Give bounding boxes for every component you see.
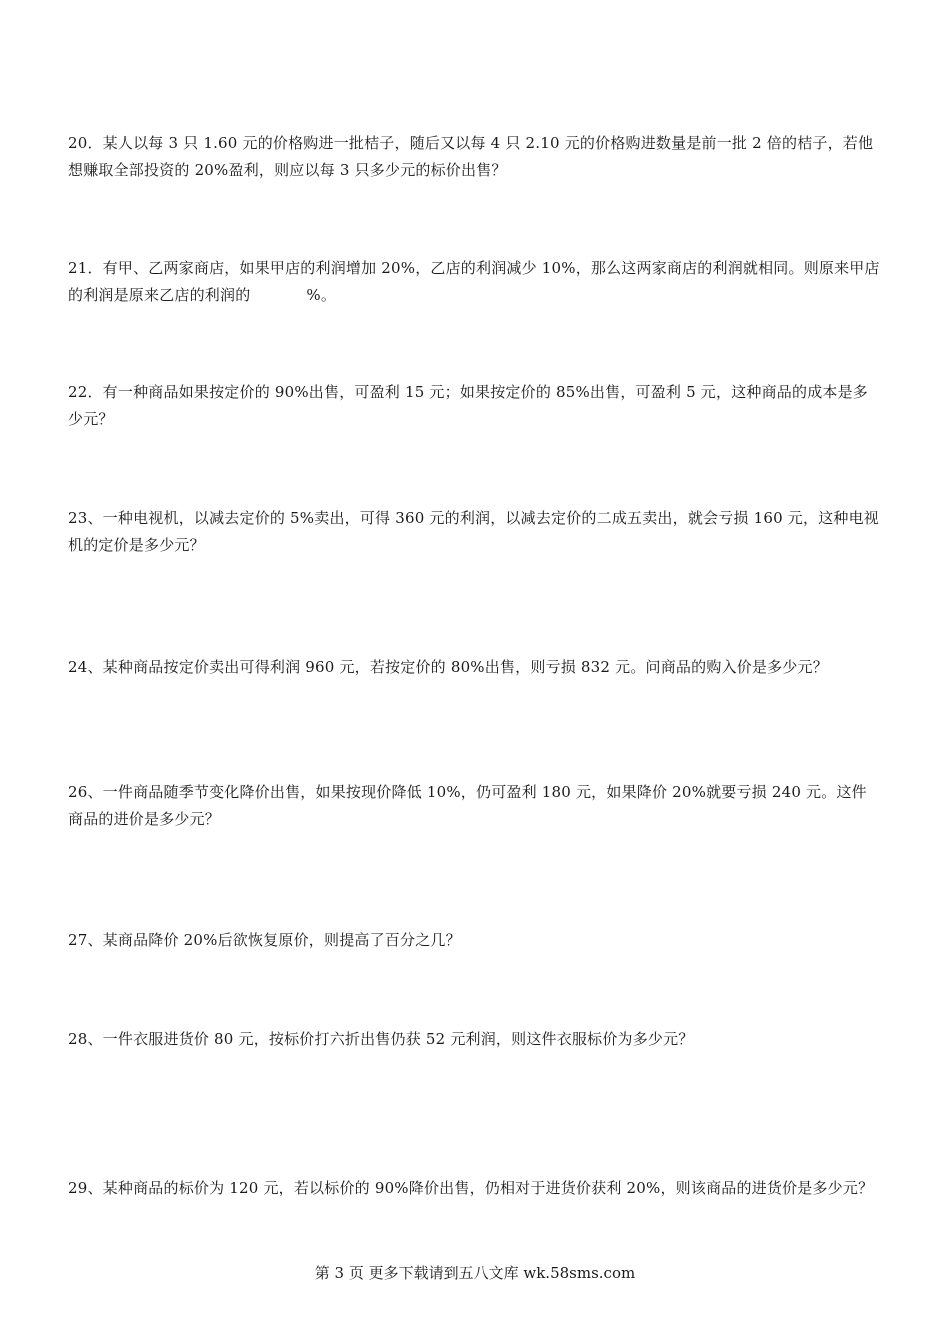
- question-23: 23、一种电视机，以减去定价的 5%卖出，可得 360 元的利润，以减去定价的二成五卖出，就会亏损 160 元，这种电视机的定价是多少元？: [68, 509, 879, 554]
- question-28: 28、一件衣服进货价 80 元，按标价打六折出售仍获 52 元利润，则这件衣服标价为多少元？: [68, 1030, 694, 1048]
- question-20: 20．某人以每 3 只 1.60 元的价格购进一批桔子，随后又以每 4 只 2.10 元的价格购进数量是前一批 2 倍的桔子，若他想赚取全部投资的 20%盈利，则应以每 3 只多少元的标价出售？: [68, 134, 874, 179]
- question-29: 29、某种商品的标价为 120 元，若以标价的 90%降价出售，仍相对于进货价获利 20%，则该商品的进货价是多少元？: [68, 1179, 874, 1197]
- question-22: 22．有一种商品如果按定价的 90%出售，可盈利 15 元；如果按定价的 85%出售，可盈利 5 元，这种商品的成本是多少元？: [68, 383, 869, 428]
- question-21-suffix: %。: [306, 286, 337, 304]
- question-26: 26、一件商品随季节变化降价出售，如果按现价降低 10%，仍可盈利 180 元，如果降价 20%就要亏损 240 元。这件商品的进价是多少元？: [68, 783, 867, 828]
- question-21: [68, 255, 882, 309]
- question-27: 27、某商品降价 20%后欲恢复原价，则提高了百分之几？: [68, 931, 461, 949]
- page-footer: 第 3 页 更多下载请到五八文库 wk.58sms.com: [314, 1264, 636, 1282]
- question-24: 24、某种商品按定价卖出可得利润 960 元，若按定价的 80%出售，则亏损 832 元。问商品的购入价是多少元？: [68, 658, 828, 676]
- question-21-text: 21．有甲、乙两家商店，如果甲店的利润增加 20%，乙店的利润减少 10%，那么这两家商店的利润就相同。则原来甲店的利润是原来乙店的利润的: [68, 259, 880, 304]
